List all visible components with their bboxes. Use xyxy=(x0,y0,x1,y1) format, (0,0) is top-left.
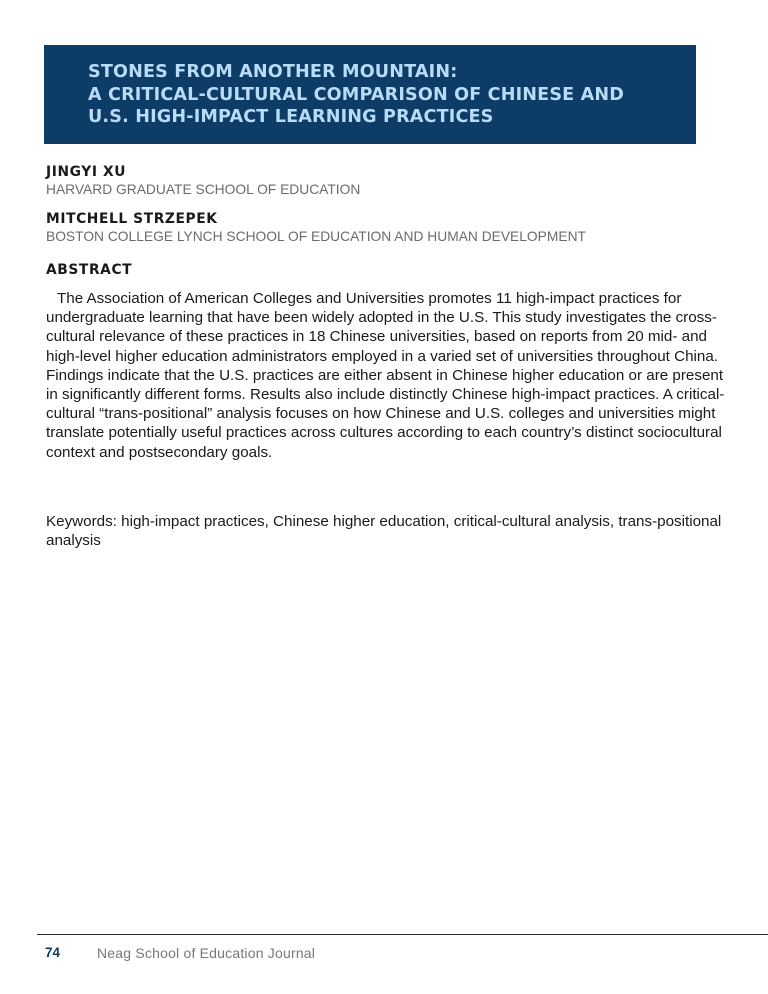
abstract-body: The Association of American Colleges and Universities promotes 11 high-impact practices for undergraduate learning that have been widely adopted in the U.S. This study investigates the cross-cultural relevance of these practices in 18 Chinese universities, based on reports from 20 mid- and high-level higher education administrators employed in a varied set of universities throughout China. Findings indicate that the U.S. practices are either absent in Chinese higher education or are present in significantly different forms. Results also include distinctly Chinese high-impact practices. A critical-cultural “trans-positional” analysis focuses on how Chinese and U.S. colleges and universities might translate potentially useful practices across cultures according to each country’s distinct sociocultural context and postsecondary goals. xyxy=(46,290,725,461)
article-title-line-1: STONES FROM ANOTHER MOUNTAIN: xyxy=(88,62,458,82)
footer-divider xyxy=(37,934,768,935)
abstract-heading: ABSTRACT xyxy=(46,262,133,278)
author-block-2 xyxy=(46,210,586,246)
author-affiliation: BOSTON COLLEGE LYNCH SCHOOL OF EDUCATION AND HUMAN DEVELOPMENT xyxy=(46,229,586,244)
author-affiliation: HARVARD GRADUATE SCHOOL OF EDUCATION xyxy=(46,182,361,197)
article-title-line-3: U.S. HIGH-IMPACT LEARNING PRACTICES xyxy=(88,107,494,127)
author-name: MITCHELL STRZEPEK xyxy=(46,211,218,227)
article-title-line-2: A CRITICAL-CULTURAL COMPARISON OF CHINESE AND xyxy=(88,84,624,105)
author-name: JINGYI XU xyxy=(46,164,127,180)
title-banner xyxy=(44,45,696,144)
journal-name: Neag School of Education Journal xyxy=(97,945,316,961)
page-number: 74 xyxy=(45,945,61,960)
keywords: Keywords: high-impact practices, Chinese higher education, critical-cultural analysis, trans-positional analysis xyxy=(46,513,722,550)
author-block-1 xyxy=(46,163,360,199)
